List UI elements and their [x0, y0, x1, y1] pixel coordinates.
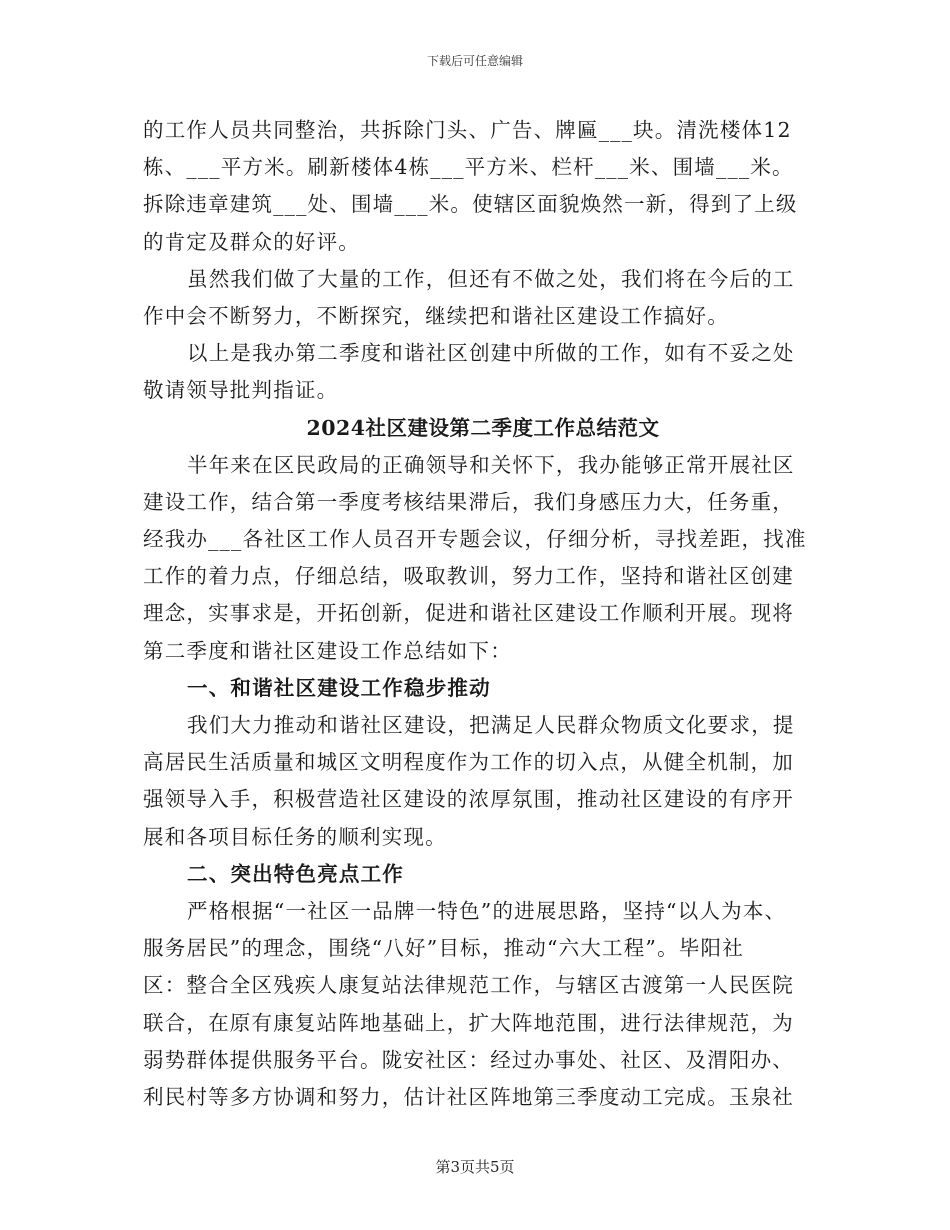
paragraph-line-indented: 虽然我们做了大量的工作，但还有不做之处，我们将在今后的工 [187, 266, 795, 291]
paragraph-line: 经我办___各社区工作人员召开专题会议，仔细分析，寻找差距，找准 [143, 527, 807, 552]
paragraph-line: 敬请领导批判指证。 [143, 378, 339, 403]
section-heading: 一、和谐社区建设工作稳步推动 [187, 675, 491, 700]
paragraph-line: 强领导入手，积极营造社区建设的浓厚氛围，推动社区建设的有序开 [143, 787, 794, 812]
page-footer: 第3页共5页 [435, 1158, 515, 1176]
paragraph-line: 工作的着力点，仔细总结，吸取教训，努力工作，坚持和谐社区创建 [143, 564, 794, 589]
section-heading: 二、突出特色亮点工作 [187, 861, 404, 886]
document-body [143, 112, 807, 1116]
paragraph-line-indented: 我们大力推动和谐社区建设，把满足人民群众物质文化要求，提 [187, 713, 795, 737]
paragraph-line-indented: 严格根据“一社区一品牌一特色”的进展思路，坚持“以人为本、 [187, 898, 787, 923]
paragraph-line-indented: 以上是我办第二季度和谐社区创建中所做的工作，如有不妥之处 [187, 341, 795, 366]
page-header: 下载后可任意编辑 [426, 54, 523, 68]
paragraph-line: 弱势群体提供服务平台。陇安社区：经过办事处、社区、及渭阳办、 [143, 1047, 794, 1072]
paragraph-line: 的肯定及群众的好评。 [143, 229, 360, 254]
paragraph-line: 的工作人员共同整治，共拆除门头、广告、牌匾___块。清洗楼体12 [143, 118, 792, 142]
paragraph-line: 建设工作，结合第一季度考核结果滞后，我们身感压力大，任务重， [143, 489, 794, 514]
paragraph-line: 理念，实事求是，开拓创新，促进和谐社区建设工作顺利开展。现将 [143, 601, 794, 626]
paragraph-line: 区：整合全区残疾人康复站法律规范工作，与辖区古渡第一人民医院 [143, 973, 794, 998]
paragraph-line: 栋、___平方米。刷新楼体4栋___平方米、栏杆___米、围墙___米。 [143, 155, 794, 180]
paragraph-line: 高居民生活质量和城区文明程度作为工作的切入点，从健全机制，加 [143, 750, 794, 775]
section-title: 2024社区建设第二季度工作总结范文 [306, 415, 660, 440]
paragraph-line-indented: 半年来在区民政局的正确领导和关怀下，我办能够正常开展社区 [187, 452, 795, 477]
paragraph-line: 联合，在原有康复站阵地基础上，扩大阵地范围，进行法律规范，为 [143, 1010, 794, 1035]
paragraph-line: 展和各项目标任务的顺利实现。 [143, 824, 447, 849]
paragraph-line: 拆除违章建筑___处、围墙___米。使辖区面貌焕然一新，得到了上级 [143, 192, 798, 217]
paragraph-line: 利民村等多方协调和努力，估计社区阵地第三季度动工完成。玉泉社 [143, 1084, 794, 1109]
paragraph-line: 第二季度和谐社区建设工作总结如下： [143, 638, 512, 663]
paragraph-line: 作中会不断努力，不断探究，继续把和谐社区建设工作搞好。 [143, 303, 729, 328]
paragraph-line: 服务居民”的理念，围绕“八好”目标，推动“六大工程”。毕阳社 [143, 936, 744, 961]
